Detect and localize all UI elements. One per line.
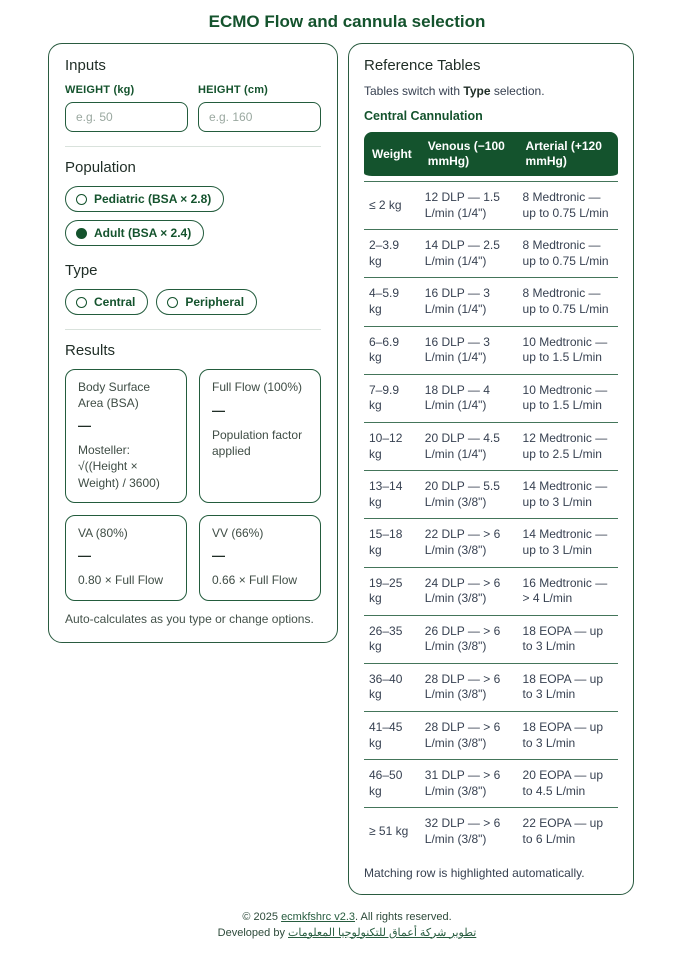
venous-cell: 12 DLP — 1.5 L/min (1/4") — [420, 181, 518, 229]
result-card-vv — [199, 515, 321, 601]
divider — [65, 146, 321, 147]
arterial-cell: 18 EOPA — up to 3 L/min — [518, 615, 618, 663]
auto-calc-note: Auto-calculates as you type or change options. — [65, 611, 314, 626]
venous-cell: 20 DLP — 5.5 L/min (3/8") — [420, 470, 518, 518]
type-option-central[interactable] — [65, 289, 148, 315]
weight-label: WEIGHT (kg) — [65, 84, 135, 96]
weight-cell: 41–45 kg — [364, 711, 420, 759]
population-option-label: Pediatric (BSA × 2.8) — [94, 192, 212, 206]
radio-icon — [76, 194, 87, 205]
arterial-cell: 8 Medtronic — up to 0.75 L/min — [518, 277, 618, 325]
arterial-cell: 16 Medtronic — > 4 L/min — [518, 567, 618, 615]
weight-input[interactable] — [65, 102, 188, 132]
result-value: — — [212, 548, 225, 564]
table-row — [364, 229, 618, 277]
result-caption: 0.80 × Full Flow — [78, 573, 164, 588]
table-title: Central Cannulation — [364, 109, 483, 123]
venous-cell: 14 DLP — 2.5 L/min (1/4") — [420, 229, 518, 277]
copyright-line — [0, 910, 694, 926]
table-row — [364, 277, 618, 325]
arterial-cell: 12 Medtronic — up to 2.5 L/min — [518, 422, 618, 470]
inputs-panel — [48, 43, 338, 643]
weight-cell: 4–5.9 kg — [364, 277, 420, 325]
arterial-cell: 18 EOPA — up to 3 L/min — [518, 663, 618, 711]
weight-cell: 46–50 kg — [364, 759, 420, 807]
cannulation-table — [364, 132, 618, 856]
arterial-cell: 22 EOPA — up to 6 L/min — [518, 807, 618, 855]
weight-cell: 26–35 kg — [364, 615, 420, 663]
venous-cell: 28 DLP — > 6 L/min (3/8") — [420, 711, 518, 759]
arterial-column-header: Arterial (+120 mmHg) — [518, 132, 618, 181]
radio-icon — [76, 228, 87, 239]
page-footer — [0, 910, 694, 942]
table-row — [364, 374, 618, 422]
developer-company-link[interactable]: تطوير شركة أعماق للتكنولوجيا المعلومات — [288, 926, 477, 939]
result-value: — — [78, 548, 91, 564]
arterial-cell: 8 Medtronic — up to 0.75 L/min — [518, 181, 618, 229]
weight-cell: 36–40 kg — [364, 663, 420, 711]
main-panels — [0, 43, 694, 895]
type-options — [65, 289, 321, 315]
table-row — [364, 807, 618, 855]
subtitle-prefix: Tables switch with — [364, 84, 464, 98]
result-card-va — [65, 515, 187, 601]
table-row — [364, 567, 618, 615]
venous-cell: 20 DLP — 4.5 L/min (1/4") — [420, 422, 518, 470]
subtitle-bold: Type — [463, 84, 491, 98]
measurement-fields — [65, 84, 321, 132]
subtitle-suffix: selection. — [490, 84, 545, 98]
venous-cell: 24 DLP — > 6 L/min (3/8") — [420, 567, 518, 615]
arterial-cell: 14 Medtronic — up to 3 L/min — [518, 470, 618, 518]
arterial-cell: 20 EOPA — up to 4.5 L/min — [518, 759, 618, 807]
arterial-cell: 18 EOPA — up to 3 L/min — [518, 711, 618, 759]
reference-panel — [348, 43, 634, 895]
inputs-heading: Inputs — [65, 57, 106, 74]
venous-cell: 31 DLP — > 6 L/min (3/8") — [420, 759, 518, 807]
population-option-adult[interactable] — [65, 220, 204, 246]
height-label: HEIGHT (cm) — [198, 84, 269, 96]
developer-line — [0, 926, 694, 942]
result-caption: 0.66 × Full Flow — [212, 573, 298, 588]
radio-icon — [76, 297, 87, 308]
table-row — [364, 181, 618, 229]
table-row — [364, 422, 618, 470]
venous-column-header: Venous (−100 mmHg) — [420, 132, 518, 181]
result-value: — — [212, 402, 225, 418]
venous-cell: 26 DLP — > 6 L/min (3/8") — [420, 615, 518, 663]
venous-cell: 16 DLP — 3 L/min (1/4") — [420, 277, 518, 325]
result-caption: Population factor applied — [212, 427, 303, 458]
type-option-label: Central — [94, 295, 136, 309]
height-field-group — [198, 84, 321, 132]
weight-cell: 19–25 kg — [364, 567, 420, 615]
type-option-label: Peripheral — [185, 295, 245, 309]
result-value: — — [78, 418, 91, 434]
weight-cell: 7–9.9 kg — [364, 374, 420, 422]
result-card-full-flow — [199, 369, 321, 503]
arterial-cell: 10 Medtronic — up to 1.5 L/min — [518, 326, 618, 374]
population-option-label: Adult (BSA × 2.4) — [94, 226, 192, 240]
weight-cell: 6–6.9 kg — [364, 326, 420, 374]
results-heading: Results — [65, 342, 116, 359]
result-label: Full Flow (100%) — [212, 380, 303, 394]
arterial-cell: 10 Medtronic — up to 1.5 L/min — [518, 374, 618, 422]
table-row — [364, 326, 618, 374]
copyright-suffix: . All rights reserved. — [355, 910, 452, 923]
reference-subtitle — [364, 84, 618, 98]
table-highlight-note: Matching row is highlighted automatically. — [364, 865, 585, 880]
weight-cell: 2–3.9 kg — [364, 229, 420, 277]
table-row — [364, 615, 618, 663]
copyright-prefix: © 2025 — [242, 910, 282, 923]
weight-cell: ≤ 2 kg — [364, 181, 420, 229]
venous-cell: 16 DLP — 3 L/min (1/4") — [420, 326, 518, 374]
developed-by-text: Developed by — [217, 926, 288, 939]
weight-cell: 15–18 kg — [364, 518, 420, 566]
weight-cell: ≥ 51 kg — [364, 807, 420, 855]
population-options — [65, 186, 321, 246]
table-row — [364, 518, 618, 566]
result-label: Body Surface Area (BSA) — [78, 380, 151, 410]
radio-icon — [167, 297, 178, 308]
venous-cell: 28 DLP — > 6 L/min (3/8") — [420, 663, 518, 711]
page-title: ECMO Flow and cannula selection — [208, 12, 486, 31]
venous-cell: 32 DLP — > 6 L/min (3/8") — [420, 807, 518, 855]
result-caption: Mosteller: √((Height × Weight) / 3600) — [78, 443, 160, 490]
venous-cell: 22 DLP — > 6 L/min (3/8") — [420, 518, 518, 566]
reference-heading: Reference Tables — [364, 57, 481, 74]
population-option-pediatric[interactable] — [65, 186, 224, 212]
type-heading: Type — [65, 262, 98, 279]
type-option-peripheral[interactable] — [156, 289, 257, 315]
weight-cell: 13–14 kg — [364, 470, 420, 518]
result-label: VA (80%) — [78, 525, 128, 540]
table-row — [364, 711, 618, 759]
result-card-bsa — [65, 369, 187, 503]
height-input[interactable] — [198, 102, 321, 132]
venous-cell: 18 DLP — 4 L/min (1/4") — [420, 374, 518, 422]
table-row — [364, 663, 618, 711]
weight-cell: 10–12 kg — [364, 422, 420, 470]
arterial-cell: 14 Medtronic — up to 3 L/min — [518, 518, 618, 566]
weight-field-group — [65, 84, 188, 132]
arterial-cell: 8 Medtronic — up to 0.75 L/min — [518, 229, 618, 277]
population-heading: Population — [65, 159, 136, 176]
app-version-link[interactable]: ecmkfshrc v2.3 — [281, 910, 356, 923]
table-row — [364, 470, 618, 518]
weight-column-header: Weight — [364, 132, 420, 181]
table-row — [364, 759, 618, 807]
result-label: VV (66%) — [212, 525, 264, 540]
table-header-row — [364, 132, 618, 181]
divider — [65, 329, 321, 330]
results-grid — [65, 369, 321, 601]
